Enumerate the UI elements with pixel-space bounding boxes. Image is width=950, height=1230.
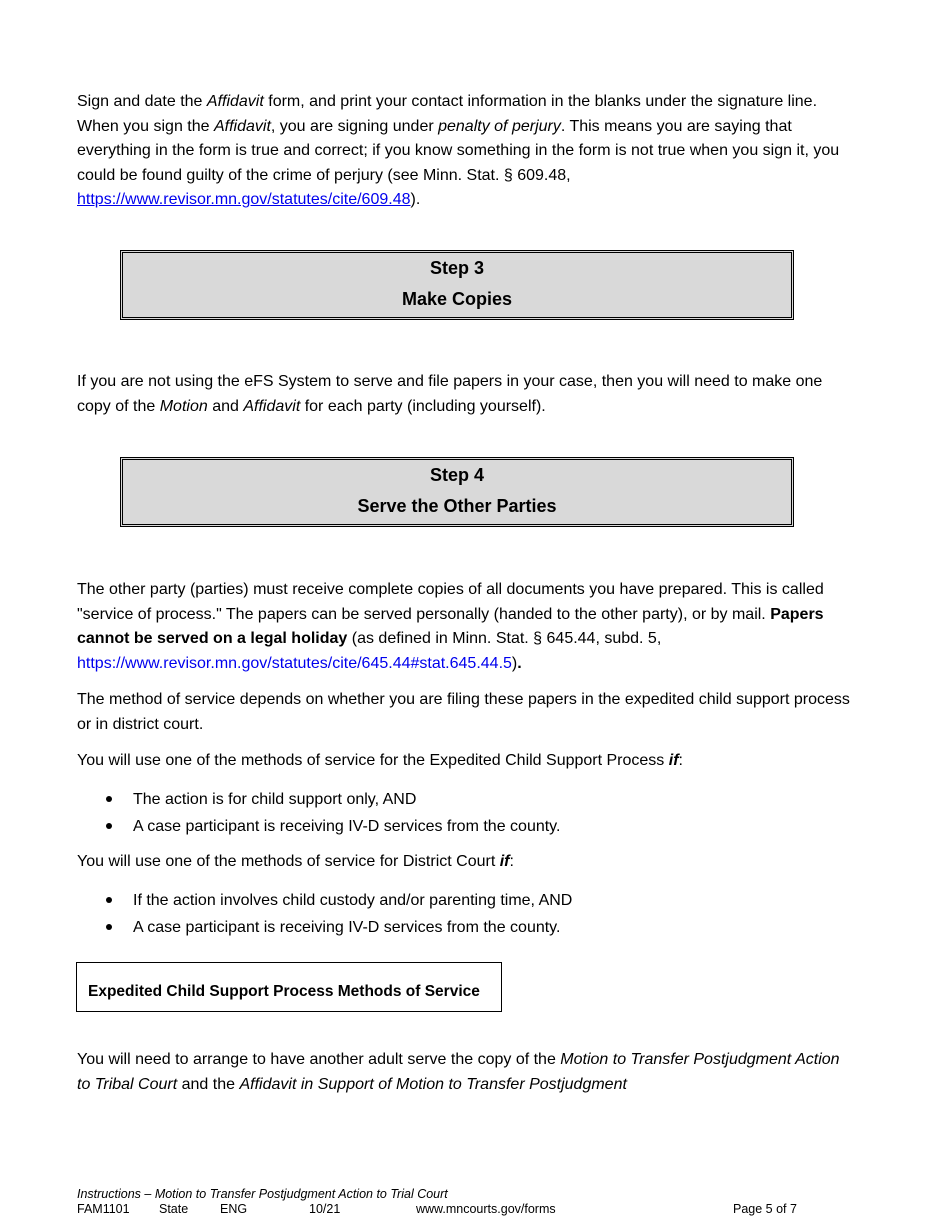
- text-run: :: [509, 853, 514, 870]
- footer-language: ENG: [220, 1202, 248, 1216]
- expedited-conditions-list: [100, 786, 560, 840]
- footer-url: www.mncourts.gov/forms: [416, 1202, 556, 1216]
- text-run: The other party (parties) must receive complete copies of all documents you have prepared. This is called "service of process." The papers can be served personally (handed to the other party), or by mail.: [77, 581, 824, 623]
- footer-date: 10/21: [309, 1202, 341, 1216]
- footer-jurisdiction: State: [159, 1202, 189, 1216]
- arrange-service-paragraph: [77, 1048, 857, 1097]
- text-run: You will use one of the methods of service for the Expedited Child Support Process: [77, 752, 669, 769]
- text-run: :: [678, 752, 683, 769]
- district-conditions-list: [100, 887, 572, 941]
- statute-645-44-link[interactable]: https://www.revisor.mn.gov/statutes/cite/645.44#stat.645.44.5: [77, 654, 512, 672]
- italic-run: Motion: [159, 397, 208, 415]
- expedited-conditions-intro: [77, 749, 857, 774]
- text-run: If you are not using the eFS System to serve and file papers in your case, then you will need to make one copy of the: [77, 373, 823, 415]
- bold-italic-run: if: [668, 752, 679, 769]
- service-of-process-paragraph: [77, 578, 857, 676]
- methods-of-service-heading: Expedited Child Support Process Methods of Service: [76, 962, 502, 1012]
- footer-row: [77, 1202, 837, 1217]
- step-3-number: Step 3: [429, 258, 485, 278]
- step-4-title: Serve the Other Parties: [357, 496, 557, 516]
- bold-run: .: [517, 654, 522, 672]
- sign-affidavit-paragraph: [77, 90, 857, 213]
- text-run: for each party (including yourself).: [300, 397, 546, 415]
- statute-609-48-link[interactable]: https://www.revisor.mn.gov/statutes/cite/609.48: [77, 191, 411, 208]
- italic-run: Affidavit: [213, 117, 271, 135]
- text-run: (as defined in Minn. Stat. § 645.44, subd. 5,: [347, 630, 662, 647]
- text-run: , you are signing under: [270, 117, 439, 135]
- italic-run: penalty of perjury: [438, 117, 561, 135]
- make-copies-paragraph: [77, 370, 857, 419]
- step-4-box: [120, 457, 794, 527]
- italic-run: Motion to Transfer Postjudgment Action to Tribal Court: [77, 1051, 840, 1093]
- bold-run: Papers cannot be served on a legal holiday: [77, 605, 824, 647]
- text-run: and the: [177, 1075, 240, 1093]
- method-of-service-paragraph: The method of service depends on whether you are filing these papers in the expedited child support process or in district court.: [77, 691, 850, 733]
- list-item: A case participant is receiving IV-D services from the county.: [100, 813, 560, 840]
- text-run: and: [207, 397, 244, 415]
- list-item: If the action involves child custody and/or parenting time, AND: [100, 887, 572, 914]
- italic-run: Affidavit: [206, 93, 264, 110]
- text-run: You will need to arrange to have another adult serve the copy of the: [77, 1051, 561, 1068]
- step-3-box: [120, 250, 794, 320]
- italic-run: Affidavit in Support of Motion to Transfer Postjudgment: [239, 1075, 627, 1093]
- footer-form-title: Instructions – Motion to Transfer Postjudgment Action to Trial Court: [77, 1187, 448, 1201]
- text-run: . This means you are saying that everything in the form is true and correct; if you know something in the form is not true when you sign it, you could be found guilty of the crime of perjury (see Minn. Stat. § 609.48,: [77, 117, 840, 184]
- list-item: The action is for child support only, AND: [100, 786, 560, 813]
- footer-form-number: FAM1101: [77, 1202, 130, 1216]
- text-run: ): [511, 654, 518, 672]
- italic-run: Affidavit: [243, 397, 301, 415]
- step-3-title: Make Copies: [401, 289, 513, 309]
- text-run: Sign and date the: [77, 93, 207, 110]
- text-run: You will use one of the methods of service for District Court: [77, 853, 500, 870]
- list-item: A case participant is receiving IV-D services from the county.: [100, 914, 572, 941]
- text-run: form, and print your contact information in the blanks under the signature line. When you sign the: [77, 93, 818, 135]
- step-4-number: Step 4: [429, 465, 485, 485]
- text-run: ).: [410, 191, 421, 208]
- footer-page-number: Page 5 of 7: [733, 1202, 797, 1216]
- bold-italic-run: if: [499, 853, 510, 870]
- district-conditions-intro: [77, 850, 857, 875]
